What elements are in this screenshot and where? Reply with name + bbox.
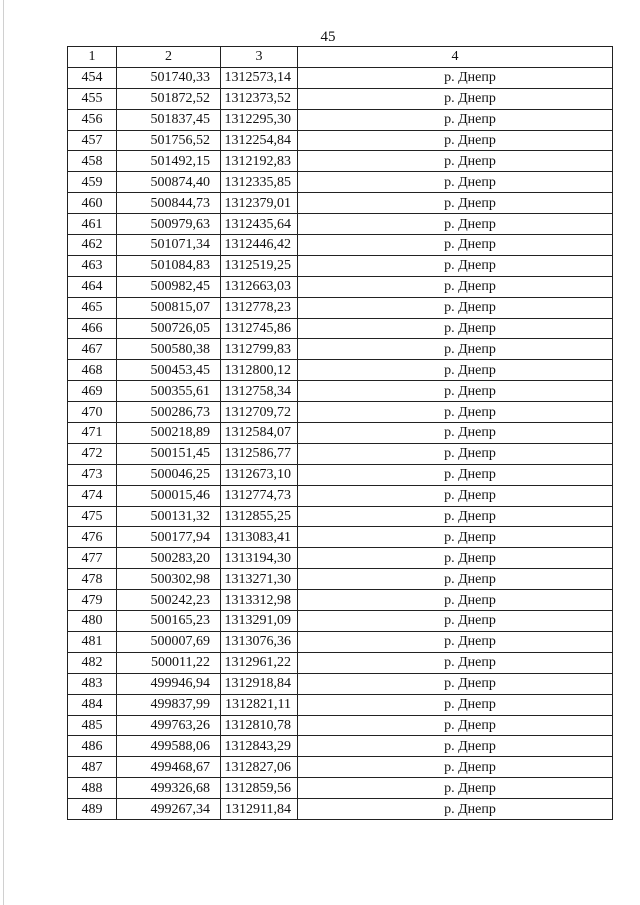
x-coordinate-cell: 499468,67 [117,757,221,778]
y-coordinate-cell: 1312519,25 [221,255,298,276]
table-row [68,443,613,464]
description-cell: р. Днепр [298,590,613,611]
table-row [68,88,613,109]
x-coordinate-cell: 501872,52 [117,88,221,109]
table-row [68,276,613,297]
table-row [68,151,613,172]
table-row [68,527,613,548]
description-cell: р. Днепр [298,318,613,339]
point-number-cell: 471 [68,423,117,444]
table-row [68,423,613,444]
table-row [68,799,613,820]
y-coordinate-cell: 1312778,23 [221,297,298,318]
description-cell: р. Днепр [298,235,613,256]
table-row [68,402,613,423]
description-cell: р. Днепр [298,506,613,527]
x-coordinate-cell: 500302,98 [117,569,221,590]
point-number-cell: 468 [68,360,117,381]
x-coordinate-cell: 500726,05 [117,318,221,339]
x-coordinate-cell: 499837,99 [117,694,221,715]
description-cell: р. Днепр [298,360,613,381]
column-header-1: 1 [68,47,117,68]
x-coordinate-cell: 500011,22 [117,652,221,673]
x-coordinate-cell: 500286,73 [117,402,221,423]
table-row [68,631,613,652]
table-row [68,757,613,778]
point-number-cell: 457 [68,130,117,151]
x-coordinate-cell: 500015,46 [117,485,221,506]
description-cell: р. Днепр [298,193,613,214]
x-coordinate-cell: 500580,38 [117,339,221,360]
description-cell: р. Днепр [298,276,613,297]
description-cell: р. Днепр [298,673,613,694]
x-coordinate-cell: 501740,33 [117,67,221,88]
y-coordinate-cell: 1312379,01 [221,193,298,214]
x-coordinate-cell: 499326,68 [117,778,221,799]
y-coordinate-cell: 1312843,29 [221,736,298,757]
column-header-4: 4 [298,47,613,68]
point-number-cell: 461 [68,214,117,235]
description-cell: р. Днепр [298,339,613,360]
x-coordinate-cell: 500046,25 [117,464,221,485]
description-cell: р. Днепр [298,255,613,276]
x-coordinate-cell: 500283,20 [117,548,221,569]
table-row [68,318,613,339]
x-coordinate-cell: 500131,32 [117,506,221,527]
description-cell: р. Днепр [298,402,613,423]
table-row [68,736,613,757]
description-cell: р. Днепр [298,214,613,235]
description-cell: р. Днепр [298,297,613,318]
table-row [68,297,613,318]
point-number-cell: 460 [68,193,117,214]
y-coordinate-cell: 1312586,77 [221,443,298,464]
description-cell: р. Днепр [298,88,613,109]
table-row [68,464,613,485]
coordinates-table [67,46,613,820]
table-row [68,652,613,673]
column-header-2: 2 [117,47,221,68]
y-coordinate-cell: 1312435,64 [221,214,298,235]
table-header-row [68,47,613,68]
x-coordinate-cell: 501837,45 [117,109,221,130]
description-cell: р. Днепр [298,485,613,506]
x-coordinate-cell: 499267,34 [117,799,221,820]
x-coordinate-cell: 500242,23 [117,590,221,611]
description-cell: р. Днепр [298,694,613,715]
point-number-cell: 472 [68,443,117,464]
y-coordinate-cell: 1312709,72 [221,402,298,423]
y-coordinate-cell: 1312584,07 [221,423,298,444]
description-cell: р. Днепр [298,715,613,736]
point-number-cell: 462 [68,235,117,256]
table-row [68,569,613,590]
point-number-cell: 478 [68,569,117,590]
table-row [68,67,613,88]
table-row [68,778,613,799]
y-coordinate-cell: 1313271,30 [221,569,298,590]
point-number-cell: 486 [68,736,117,757]
table-row [68,694,613,715]
description-cell: р. Днепр [298,109,613,130]
y-coordinate-cell: 1312254,84 [221,130,298,151]
point-number-cell: 456 [68,109,117,130]
x-coordinate-cell: 500151,45 [117,443,221,464]
y-coordinate-cell: 1312821,11 [221,694,298,715]
y-coordinate-cell: 1312335,85 [221,172,298,193]
x-coordinate-cell: 499946,94 [117,673,221,694]
table-row [68,611,613,632]
table-row [68,715,613,736]
description-cell: р. Днепр [298,172,613,193]
y-coordinate-cell: 1312918,84 [221,673,298,694]
point-number-cell: 473 [68,464,117,485]
table-row [68,360,613,381]
point-number-cell: 489 [68,799,117,820]
table-row [68,109,613,130]
description-cell: р. Днепр [298,631,613,652]
point-number-cell: 463 [68,255,117,276]
page-margin-line [3,0,4,905]
y-coordinate-cell: 1312859,56 [221,778,298,799]
y-coordinate-cell: 1312800,12 [221,360,298,381]
x-coordinate-cell: 501071,34 [117,235,221,256]
point-number-cell: 480 [68,611,117,632]
table-row [68,214,613,235]
x-coordinate-cell: 500007,69 [117,631,221,652]
description-cell: р. Днепр [298,757,613,778]
table-row [68,172,613,193]
x-coordinate-cell: 500874,40 [117,172,221,193]
x-coordinate-cell: 499588,06 [117,736,221,757]
x-coordinate-cell: 499763,26 [117,715,221,736]
point-number-cell: 455 [68,88,117,109]
y-coordinate-cell: 1312192,83 [221,151,298,172]
x-coordinate-cell: 500982,45 [117,276,221,297]
point-number-cell: 477 [68,548,117,569]
point-number-cell: 476 [68,527,117,548]
table-row [68,193,613,214]
table-row [68,381,613,402]
table-row [68,506,613,527]
description-cell: р. Днепр [298,423,613,444]
description-cell: р. Днепр [298,799,613,820]
point-number-cell: 470 [68,402,117,423]
description-cell: р. Днепр [298,736,613,757]
y-coordinate-cell: 1312295,30 [221,109,298,130]
point-number-cell: 481 [68,631,117,652]
table-row [68,255,613,276]
column-header-3: 3 [221,47,298,68]
x-coordinate-cell: 501084,83 [117,255,221,276]
point-number-cell: 474 [68,485,117,506]
x-coordinate-cell: 500815,07 [117,297,221,318]
point-number-cell: 454 [68,67,117,88]
x-coordinate-cell: 501492,15 [117,151,221,172]
point-number-cell: 484 [68,694,117,715]
x-coordinate-cell: 500844,73 [117,193,221,214]
x-coordinate-cell: 500218,89 [117,423,221,444]
description-cell: р. Днепр [298,611,613,632]
description-cell: р. Днепр [298,443,613,464]
table-row [68,130,613,151]
point-number-cell: 488 [68,778,117,799]
y-coordinate-cell: 1312827,06 [221,757,298,778]
y-coordinate-cell: 1312774,73 [221,485,298,506]
point-number-cell: 485 [68,715,117,736]
point-number-cell: 464 [68,276,117,297]
y-coordinate-cell: 1313291,09 [221,611,298,632]
y-coordinate-cell: 1312758,34 [221,381,298,402]
point-number-cell: 465 [68,297,117,318]
description-cell: р. Днепр [298,151,613,172]
table-row [68,673,613,694]
point-number-cell: 482 [68,652,117,673]
table-row [68,485,613,506]
point-number-cell: 487 [68,757,117,778]
description-cell: р. Днепр [298,67,613,88]
y-coordinate-cell: 1312373,52 [221,88,298,109]
y-coordinate-cell: 1312799,83 [221,339,298,360]
x-coordinate-cell: 500165,23 [117,611,221,632]
point-number-cell: 466 [68,318,117,339]
description-cell: р. Днепр [298,569,613,590]
point-number-cell: 459 [68,172,117,193]
table-row [68,590,613,611]
point-number-cell: 469 [68,381,117,402]
x-coordinate-cell: 500979,63 [117,214,221,235]
y-coordinate-cell: 1312911,84 [221,799,298,820]
point-number-cell: 479 [68,590,117,611]
y-coordinate-cell: 1312810,78 [221,715,298,736]
description-cell: р. Днепр [298,548,613,569]
y-coordinate-cell: 1312573,14 [221,67,298,88]
y-coordinate-cell: 1313312,98 [221,590,298,611]
y-coordinate-cell: 1312446,42 [221,235,298,256]
description-cell: р. Днепр [298,778,613,799]
table-body [68,67,613,819]
table-row [68,235,613,256]
x-coordinate-cell: 500355,61 [117,381,221,402]
description-cell: р. Днепр [298,527,613,548]
y-coordinate-cell: 1313076,36 [221,631,298,652]
y-coordinate-cell: 1313083,41 [221,527,298,548]
y-coordinate-cell: 1313194,30 [221,548,298,569]
point-number-cell: 458 [68,151,117,172]
x-coordinate-cell: 501756,52 [117,130,221,151]
x-coordinate-cell: 500177,94 [117,527,221,548]
table-row [68,548,613,569]
description-cell: р. Днепр [298,130,613,151]
description-cell: р. Днепр [298,381,613,402]
point-number-cell: 475 [68,506,117,527]
description-cell: р. Днепр [298,652,613,673]
table-row [68,339,613,360]
description-cell: р. Днепр [298,464,613,485]
point-number-cell: 483 [68,673,117,694]
page-number: 45 [320,29,336,45]
x-coordinate-cell: 500453,45 [117,360,221,381]
y-coordinate-cell: 1312961,22 [221,652,298,673]
y-coordinate-cell: 1312855,25 [221,506,298,527]
point-number-cell: 467 [68,339,117,360]
y-coordinate-cell: 1312673,10 [221,464,298,485]
y-coordinate-cell: 1312745,86 [221,318,298,339]
y-coordinate-cell: 1312663,03 [221,276,298,297]
